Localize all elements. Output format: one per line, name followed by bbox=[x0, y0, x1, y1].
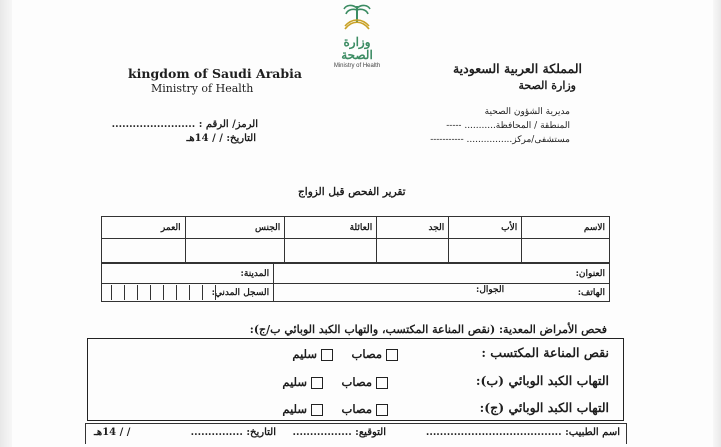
checkbox-icon[interactable] bbox=[376, 404, 388, 416]
checkbox-icon[interactable] bbox=[321, 349, 333, 361]
checkbox-icon[interactable] bbox=[311, 377, 323, 389]
ministry-name-ar: وزارة الصحة bbox=[518, 79, 576, 92]
ministry-logo bbox=[327, 2, 387, 69]
page-shadow-right bbox=[713, 0, 721, 447]
reference-date-field: التاريخ: / / 14هـ bbox=[186, 133, 256, 144]
hepc-infected-option[interactable]: مصاب bbox=[342, 402, 388, 416]
hepb-infected-option[interactable]: مصاب bbox=[342, 375, 388, 389]
hepb-healthy-option[interactable]: سليم bbox=[282, 375, 323, 389]
mobile-label: الجوال: bbox=[476, 285, 505, 295]
col-gender: الجنس bbox=[185, 217, 285, 239]
country-name-en: kingdom of Saudi Arabia bbox=[128, 66, 302, 81]
address-label[interactable]: العنوان: bbox=[274, 264, 610, 284]
hiv-healthy-option[interactable]: سليم bbox=[292, 347, 333, 361]
col-grandfather: الجد bbox=[377, 217, 449, 239]
civil-record-label[interactable]: السجل المدني: bbox=[102, 284, 274, 302]
col-family: العائلة bbox=[285, 217, 377, 239]
city-label[interactable]: المدينة: bbox=[102, 264, 274, 284]
cell-age[interactable] bbox=[102, 239, 186, 263]
cell-family[interactable] bbox=[285, 239, 377, 263]
personal-info-table bbox=[101, 216, 610, 263]
ministry-name-en: Ministry of Health bbox=[151, 82, 254, 95]
disease-hepatitis-c: التهاب الكبد الوبائي (ج): bbox=[479, 400, 609, 415]
hepc-healthy-option[interactable]: سليم bbox=[282, 402, 323, 416]
signature-field[interactable]: التوقيع: ................. bbox=[292, 427, 386, 438]
infectious-diseases-title: فحص الأمراض المعدية: (نقص المناعة المكتسب، والتهاب الكبد الوبائي ب/ج): bbox=[249, 323, 607, 336]
disease-hepatitis-b: التهاب الكبد الوبائي (ب): bbox=[475, 373, 609, 388]
col-name: الاسم bbox=[522, 217, 610, 239]
phone-label[interactable]: الهاتف: bbox=[274, 284, 610, 302]
logo-text-arabic: وزارة الصحة bbox=[341, 35, 373, 62]
hiv-infected-option[interactable]: مصاب bbox=[352, 347, 398, 361]
directorate-label: مديرية الشؤون الصحية bbox=[484, 107, 570, 117]
col-father: الأب bbox=[449, 217, 522, 239]
doctor-name-field[interactable]: اسم الطبيب: ....................................... bbox=[425, 427, 620, 438]
cell-grandfather[interactable] bbox=[377, 239, 449, 263]
doctor-signature-row bbox=[85, 423, 627, 444]
doctor-date-suffix: / / 14هـ bbox=[94, 427, 131, 438]
disease-hiv: نقص المناعة المكتسب : bbox=[481, 345, 609, 360]
civil-record-boxes[interactable] bbox=[99, 285, 228, 300]
logo-text-english: Ministry of Health bbox=[333, 63, 381, 69]
doctor-date-field[interactable]: التاريخ: ............... bbox=[190, 427, 276, 438]
checkbox-icon[interactable] bbox=[311, 404, 323, 416]
checkbox-icon[interactable] bbox=[376, 377, 388, 389]
reference-number-field: الرمز/ الرقم : ........................ bbox=[111, 119, 258, 130]
cell-gender[interactable] bbox=[185, 239, 285, 263]
cell-name[interactable] bbox=[522, 239, 610, 263]
checkbox-icon[interactable] bbox=[386, 349, 398, 361]
form-title: تقرير الفحص قبل الزواج bbox=[298, 186, 406, 198]
palm-swords-icon bbox=[340, 2, 374, 32]
hospital-field: مستشفى/مركز................ ----------- bbox=[430, 135, 570, 145]
cell-father[interactable] bbox=[449, 239, 522, 263]
region-field: المنطقة / المحافظة........... ----- bbox=[446, 121, 570, 131]
page-shadow-left bbox=[0, 0, 12, 447]
col-age: العمر bbox=[102, 217, 186, 239]
country-name-ar: المملكة العربية السعودية bbox=[452, 61, 582, 76]
test-results-box bbox=[87, 338, 624, 421]
